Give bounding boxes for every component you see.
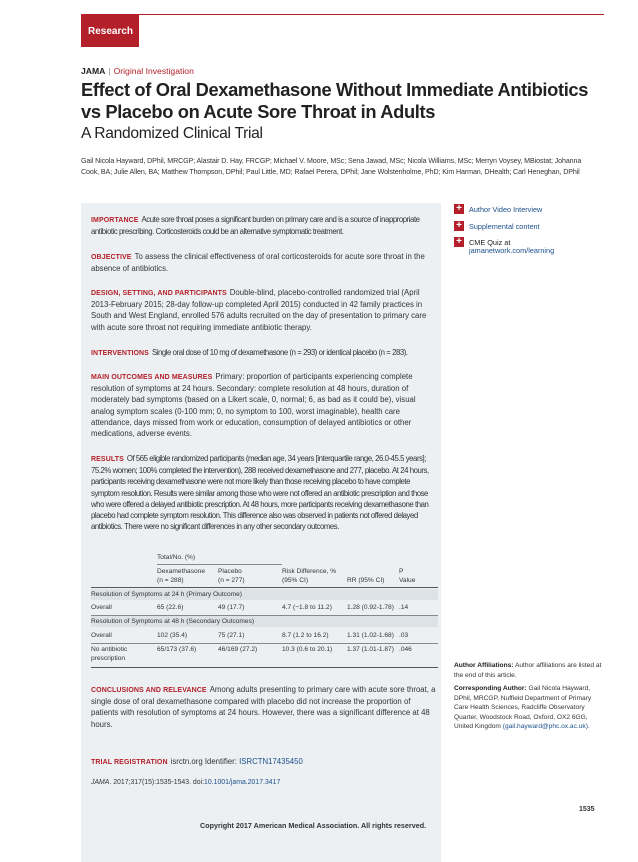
abstract-importance — [91, 214, 438, 237]
design-text: Double-blind, placebo-controlled randomized trial (April 2013-February 2015; 28-day follow-up completed April 2015) conducted in 42 family practices in South and West England, enrolled 576 adults recruited on the day of presentation to primary care with acute sore throat not requiring immediate antibiotic therapy. — [91, 288, 427, 332]
abstract-design — [91, 287, 438, 333]
author-video-label: Author Video Interview — [469, 205, 543, 214]
col-rd-ci: (95% CI) — [282, 577, 309, 584]
article-type: Original Investigation — [113, 66, 194, 76]
row-p: .046 — [399, 646, 412, 653]
objective-label: OBJECTIVE — [91, 254, 132, 261]
supplemental-content-label: Supplemental content — [469, 222, 540, 231]
row-rd: 10.3 (0.6 to 20.1) — [282, 646, 333, 653]
page-number: 1535 — [579, 806, 595, 813]
section-header-bar — [81, 14, 604, 47]
results-text: Of 565 eligible randomized participants (median age, 34 years [interquartile range, 26.0-45.5 years]; 75.2% women; 100% completed the intervention), 288 received dexamethasone and 277, placebo. At 24 hours, participants receiving dexamethasone were not more likely than those receiving placebo to have complete symptom resolution. Results were similar among those who were not offered an antibiotic prescription and those who were offered a delayed antibiotic prescription. At 48 hours, more participants receiving dexamethasone than placebo had complete symptom resolution. This difference also was observed in patients not offered delayed antibiotics. There were no significant differences in any other secondary outcomes. — [91, 454, 429, 532]
importance-text: Acute sore throat poses a significant burden on primary care and is a source of inappropriate antibiotic prescribing. Corticosteroids could be an alternative symptomatic treatment. — [91, 215, 420, 237]
col-placebo-label: Placebo — [218, 568, 242, 575]
row-placebo: 46/169 (27.2) — [218, 646, 258, 653]
row-dex: 65/173 (37.6) — [157, 646, 197, 653]
interventions-label: INTERVENTIONS — [91, 350, 149, 357]
table-group-label: Total/No. (%) — [157, 554, 196, 561]
copyright-notice: Copyright 2017 American Medical Association. All rights reserved. — [200, 821, 427, 830]
row-p: .14 — [399, 604, 409, 611]
outcomes-label: MAIN OUTCOMES AND MEASURES — [91, 374, 213, 381]
col-rr-label: RR (95% CI) — [347, 577, 385, 584]
cme-url-link[interactable]: jamanetwork.com/learning — [469, 246, 555, 255]
section-48h-label: Resolution of Symptoms at 48 h (Secondary Outcomes) — [91, 618, 255, 625]
author-aff-label: Author Affiliations: — [454, 662, 514, 669]
row-rd: 4.7 (−1.8 to 11.2) — [282, 604, 332, 611]
corresponding-email-link[interactable]: (gail.hayward@phc.ox.ac.uk). — [502, 723, 590, 730]
abstract-citation — [91, 777, 438, 788]
header-rule — [139, 14, 604, 15]
row-rr: 1.37 (1.01-1.87) — [347, 646, 394, 653]
section-tab[interactable] — [81, 14, 139, 47]
row-p: .03 — [399, 632, 409, 639]
abstract-conclusions — [91, 684, 438, 730]
plus-square-icon: + — [454, 221, 464, 231]
outcomes-text: Primary: proportion of participants experiencing complete resolution of symptoms at 24 hours. Secondary: complete resolution at 48 hours, duration of moderately bad symptoms (based on a Likert scale, 0, normal; 6, as bad as it could be), visual analog symptom scales (0-100 mm; 0, no symptom to 100, worst imaginable), health care attendance, days missed from work or education, consumption of delayed antibiotics or other medications, adverse events. — [91, 372, 416, 439]
row-label: Overall — [91, 632, 112, 639]
trial-registration-text: isrctn.org Identifier: — [170, 757, 237, 766]
table-bottom-rule — [91, 667, 438, 668]
col-p-label: P — [399, 568, 404, 575]
table-header-rule — [91, 587, 438, 588]
article-title: Effect of Oral Dexamethasone Without Immediate Antibiotics vs Placebo on Acute Sore Throat in Adults — [81, 79, 589, 122]
author-list: Gail Nicola Hayward, DPhil, MRCGP; Alastair D. Hay, FRCGP; Michael V. Moore, MSc; Sena Jawad, MSc; Nicola Williams, MSc; Merryn Voysey, MBiostat; Johanna Cook, BA; Julie Allen, BA; Matthew Thompson, DPhil; Paul Little, MD; Rafael Perera, DPhil; Jane Wolstenholme, PhD; Kim Harman, DHealth; Carl Heneghan, DPhil — [81, 157, 582, 176]
journal-line — [81, 66, 194, 76]
corresponding-author — [454, 684, 604, 732]
citation-journal: JAMA — [91, 779, 110, 786]
abstract-outcomes — [91, 371, 438, 439]
col-rd-label: Risk Difference, % — [282, 568, 337, 575]
row-dex: 102 (35.4) — [157, 632, 188, 639]
row-rd: 8.7 (1.2 to 16.2) — [282, 632, 329, 639]
journal-separator: | — [108, 66, 111, 76]
citation-text: . 2017;317(15):1535-1543. doi: — [109, 779, 205, 786]
row-label-line2: prescription — [91, 655, 126, 662]
row-label: No antibiotic — [91, 646, 128, 653]
section-tab-label: Research — [88, 26, 134, 37]
author-aff-text: Author affiliations are listed at the end of this article. — [454, 662, 602, 679]
citation-doi-link[interactable]: 10.1001/jama.2017.3417 — [204, 779, 281, 786]
abstract-results — [91, 453, 438, 532]
results-label: RESULTS — [91, 456, 124, 463]
conclusions-text: Among adults presenting to primary care with acute sore throat, a single dose of oral dexamethasone compared with placebo did not increase the proportion of patients with resolution of symptoms at 24 hours. However, there was a significant difference at 48 hours. — [91, 685, 436, 729]
col-placebo-n: (n = 277) — [218, 577, 245, 584]
row-divider — [91, 643, 438, 644]
abstract-interventions — [91, 347, 438, 359]
row-rr: 1.31 (1.02-1.68) — [347, 632, 394, 639]
affiliations-block — [454, 661, 604, 732]
trial-registration-link[interactable]: ISRCTN17435450 — [239, 757, 303, 766]
row-dex: 65 (22.6) — [157, 604, 184, 611]
row-label: Overall — [91, 604, 112, 611]
abstract-objective — [91, 251, 438, 274]
row-rr: 1.28 (0.92-1.78) — [347, 604, 394, 611]
article-subtitle: A Randomized Clinical Trial — [81, 125, 263, 142]
journal-name: JAMA — [81, 66, 106, 76]
plus-square-icon: + — [454, 237, 464, 247]
row-placebo: 75 (27.1) — [218, 632, 245, 639]
interventions-text: Single oral dose of 10 mg of dexamethasone (n = 293) or identical placebo (n = 283). — [151, 348, 408, 357]
col-dex-n: (n = 288) — [157, 577, 184, 584]
design-label: DESIGN, SETTING, AND PARTICIPANTS — [91, 290, 227, 297]
plus-square-icon: + — [454, 204, 464, 214]
conclusions-label: CONCLUSIONS AND RELEVANCE — [91, 687, 207, 694]
section-24h-label: Resolution of Symptoms at 24 h (Primary Outcome) — [91, 591, 242, 598]
col-p-value: Value — [399, 577, 416, 584]
table-group-rule — [157, 564, 282, 565]
corresponding-text: Gail Nicola Hayward, DPhil, MRCGP, Nuffield Department of Primary Care Health Sciences, Radcliffe Observatory Quarter, Woodstock Road, Oxford, OX2 6GG, United Kingdom — [454, 685, 592, 730]
abstract-trial-registration — [91, 756, 438, 768]
abstract-box — [81, 203, 441, 862]
importance-label: IMPORTANCE — [91, 217, 139, 224]
cme-quiz-label: CME Quiz at — [469, 238, 511, 247]
corresponding-label: Corresponding Author: — [454, 685, 527, 692]
row-placebo: 49 (17.7) — [218, 604, 245, 611]
author-affiliations — [454, 661, 604, 680]
trial-registration-label: TRIAL REGISTRATION — [91, 759, 168, 766]
objective-text: To assess the clinical effectiveness of oral corticosteroids for acute sore throat in the absence of antibiotics. — [91, 252, 425, 274]
col-dex-label: Dexamethasone — [157, 568, 206, 575]
